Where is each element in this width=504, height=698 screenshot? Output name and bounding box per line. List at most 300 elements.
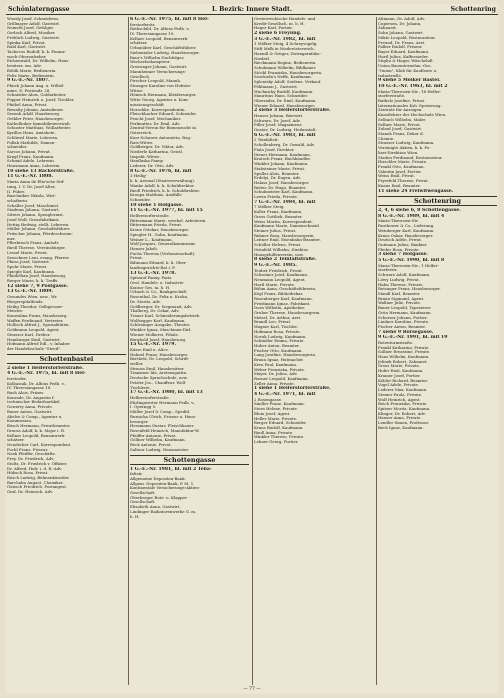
resident-entry: Spitzer Moritz, Kaufmann. bbox=[378, 406, 431, 411]
resident-entry: Wiener Molkerei, Filiale. bbox=[130, 332, 180, 337]
resident-entry: Hausmann Anna, Lehrerin. bbox=[7, 164, 61, 169]
resident-entry: 1 Mölker Steig, 4 Schreyvogelg. bbox=[254, 42, 318, 47]
resident-entry: Schmid Adele, Lehrerin. bbox=[7, 159, 56, 164]
resident-entry: Frey, Dr. Friedrich, Adv. bbox=[7, 457, 55, 462]
resident-entry: Industrielle. bbox=[378, 73, 403, 78]
house-number-heading: 2 siehe 6 Freyung. bbox=[254, 31, 302, 37]
resident-entry: Allgem. Depositen-Bank, P. M. 1. bbox=[130, 481, 195, 486]
resident-entry: Spiegler H., Sohn, Kaufmann. bbox=[130, 232, 189, 237]
resident-entry: Kellner Leopold, Benzinwerk- bbox=[7, 433, 66, 438]
resident-entry: Lessel Marie, Privat. bbox=[7, 250, 48, 255]
resident-entry: Freund, Dr. Franz, Arzt. bbox=[378, 40, 426, 45]
resident-entry: Schneider Alois, Goldarbeiter. bbox=[7, 93, 67, 98]
resident-entry: Lederer, Dr. Otto, Adv. bbox=[130, 164, 175, 169]
resident-entry: IV. Theresiangasse 18. bbox=[7, 386, 52, 391]
resident-entry: Privat. bbox=[130, 256, 144, 261]
resident-entry: ferstorferstr. bbox=[130, 22, 156, 27]
resident-entry: Schulmeister Karl, Kaufmann. bbox=[254, 190, 314, 195]
resident-entry: Beck Ignaz, Kaufmann. bbox=[378, 425, 424, 430]
resident-entry: Klinger, Dr. Robert, Adv. bbox=[378, 411, 426, 416]
resident-entry: II. Führe. bbox=[7, 189, 26, 194]
resident-entry: Haendl & Grüger, Zwirngarnfabr.- bbox=[254, 51, 322, 56]
resident-entry: Gesellschaft. bbox=[130, 491, 156, 495]
resident-entry: Spinka Karl, Privat. bbox=[7, 40, 46, 45]
house-number-heading: 11 G.-E.-Nr. 1808. bbox=[7, 174, 54, 180]
resident-entry: Rosenberger Karl, Kaufmann. bbox=[254, 296, 313, 301]
resident-entry: Ehrlingwerter Hermann Fedh. v., bbox=[130, 400, 196, 405]
resident-entry: Waffen Ferdinand, Vertreter. bbox=[7, 318, 64, 323]
resident-entry: Göllner Wilhelm, Kaufmann. bbox=[130, 438, 186, 443]
resident-entry: Sarcos Johann, Privat. bbox=[7, 150, 51, 154]
resident-entry: Lewin Frieda, Private. bbox=[254, 195, 298, 200]
house-number-heading: 13 G.-E.-Nr. 1978. bbox=[130, 270, 177, 276]
column-1 bbox=[7, 17, 126, 685]
resident-entry: tung, I. V. Dr. Josef Alter, bbox=[7, 184, 56, 189]
resident-entry: Schüller Helene, Privat. bbox=[254, 243, 302, 248]
resident-entry: Krone Ottokar, Hausbesorger. bbox=[130, 228, 190, 233]
resident-entry: Gerlach Alfred, Musiker. bbox=[7, 31, 56, 36]
resident-entry: Schuster Matthias, Wollarbeiter. bbox=[7, 126, 72, 131]
resident-entry: Kontor Ges. m. b. H. bbox=[130, 285, 171, 290]
house-number-heading: 3 G.-E.-Nr. 1982, hl. mit bbox=[254, 36, 316, 42]
house-number-heading: 11 siehe 24 Freiwitwengasse. bbox=[378, 188, 454, 194]
resident-entry: Gruber Therese, Hausbesorgerin. bbox=[254, 310, 321, 315]
resident-entry: Weber Franziska, Private. bbox=[254, 367, 306, 372]
page-header bbox=[6, 4, 498, 15]
house-number-heading: 4 G.-E.-Nr. 1975, hl. mit 8 Hel- bbox=[7, 371, 86, 377]
resident-entry: "Onion", Klub für Kaufleute u. bbox=[378, 68, 438, 73]
resident-entry: Gross Gottlieb, Beamter. bbox=[254, 214, 303, 219]
resident-entry: Gesundes Wien, usw., Wr. bbox=[7, 295, 58, 300]
resident-entry: Siebentaler Ludwig, Hausbesorger. bbox=[130, 50, 200, 55]
resident-entry: Reznicka Ulrich, Friseur u. Haus- bbox=[130, 414, 197, 419]
resident-entry: Zeller Anna, Private. bbox=[254, 381, 295, 386]
resident-entry: Steiner Julius, Privat. bbox=[254, 229, 297, 233]
resident-entry: I. Operngg 5. bbox=[130, 405, 157, 410]
resident-entry: Witte Georg, Agentur u. Kom- bbox=[130, 98, 189, 103]
resident-entry: Schreiner Josef, Kaufmann. bbox=[254, 273, 309, 278]
resident-entry: Altmann, Dr. Adolf, Adv. bbox=[378, 17, 426, 21]
resident-entry: Heller Marie, Private. bbox=[254, 416, 298, 421]
resident-entry: Woesly Josef, Schneiderm. bbox=[7, 17, 60, 21]
resident-entry: Barchalm August, Chemiker. bbox=[7, 480, 64, 485]
resident-entry: Erdelyi, Dr. Eugen, Adv. bbox=[254, 176, 302, 181]
resident-entry: Maria-Theresien-Str., 18 Helfer- bbox=[378, 89, 442, 94]
resident-entry: Fischer Anton, Beamter. bbox=[378, 324, 426, 329]
resident-entry: Sesenh Adolf, Hausbesorg. bbox=[7, 112, 61, 117]
house-number-heading: 8 G.-E.-Nr. 1989, hl. mit 4 bbox=[378, 213, 445, 219]
resident-entry: Hauser Anna, Private. bbox=[378, 416, 422, 421]
resident-entry: Elisabeth Anna, Gastwirt. bbox=[130, 505, 181, 510]
resident-entry: Grossinger Johann, Gastwirt. bbox=[130, 65, 188, 70]
resident-entry: Seuschner Leni, evang. Pfarrer. bbox=[7, 255, 70, 260]
resident-entry: Görisch Friedrich, Postangest. bbox=[7, 485, 68, 490]
resident-entry: Konrade, Dr. Augustin f. bbox=[7, 395, 55, 400]
resident-entry: Sultner Ludwig, Hausmeister. bbox=[130, 447, 189, 452]
house-number-heading: 3 siehe 7 Hofgasse. bbox=[378, 252, 428, 258]
resident-entry: Gustav, Dr. Ludwig, Heilanstalt. bbox=[254, 128, 317, 133]
resident-entry: Schneider. bbox=[130, 198, 151, 203]
resident-entry: Tischlerei. bbox=[130, 385, 151, 390]
resident-entry: Reiter, Dr. Hugo, Beamter. bbox=[254, 185, 307, 190]
resident-entry: Pryerfeld Therese, Privat. bbox=[378, 179, 429, 184]
resident-entry: Kommission. bbox=[7, 419, 33, 424]
resident-entry: Braun Ignaz, Hutmacher. bbox=[254, 358, 304, 363]
resident-entry: Niederle Katharina, Geistl. bbox=[130, 150, 184, 154]
resident-entry: Oesl. Handels- u. Industrie- bbox=[130, 280, 185, 285]
resident-entry: Mandl Karl, Beamter. bbox=[378, 291, 421, 296]
resident-entry: Seodsoda's Neffe, Kaufmann. bbox=[254, 75, 312, 80]
resident-entry: Oberrader, Dr. Emil, Kaufmann. bbox=[254, 98, 317, 103]
resident-entry: Hartl Marie, Private. bbox=[254, 282, 296, 287]
resident-entry: Leitner Emil, Eisenbahn-Beamter. bbox=[254, 238, 321, 243]
resident-entry: Riedl Anna, Private. bbox=[254, 430, 294, 435]
resident-entry: Deutsche Sprachschule, usw. bbox=[130, 376, 188, 381]
house-number-heading: 6 G.-E.-Nr. 1983, hl. mit bbox=[254, 132, 316, 138]
resident-entry: Hofmann Alfred Edl., v. Inhaber bbox=[7, 342, 70, 347]
resident-entry: Kraus Oskar, Hausbesorger. bbox=[378, 233, 434, 238]
resident-entry: Oberberger Rote- u. Klapper- bbox=[130, 495, 188, 500]
header-left-street: Schönlaterngasse bbox=[8, 6, 70, 13]
resident-entry: Hager Karl, Portier. bbox=[254, 26, 293, 31]
resident-entry: Spuller Alois, Beamter. bbox=[254, 171, 300, 176]
resident-entry: Pöhlmann J., Gastwirt. bbox=[254, 84, 298, 89]
resident-entry: Deutsch Adele, Privat. bbox=[378, 238, 423, 243]
house-number-heading: 9 G.-E.-Nr. 1807. bbox=[7, 78, 50, 84]
house-number-heading: 1 G.-E.-Nr. 1981, hl. mit 2 Teba- bbox=[130, 466, 212, 472]
resident-entry: Schlesinger Ausgabe, Theater. bbox=[130, 323, 191, 328]
resident-entry: Kern Paul, Kaufmann. bbox=[254, 362, 298, 367]
resident-entry: Horschke, Korrespondentin. bbox=[130, 107, 186, 112]
resident-entry: Zahnarzt. bbox=[378, 26, 398, 31]
resident-entry: Spitzauf Fanny, Paris. bbox=[130, 276, 173, 281]
resident-entry: Fiala Josef, Direktor. bbox=[254, 147, 295, 152]
resident-entry: Heilig Theodor, Gelbgiesser- bbox=[7, 304, 64, 309]
resident-entry: Rothschild, Dr. Alfons Fedh. v., bbox=[130, 27, 191, 32]
resident-entry: Grünfeld Wilhelm, Direktor. bbox=[254, 247, 309, 252]
resident-entry: Chemie. bbox=[378, 136, 395, 141]
resident-entry: Pirscher Leopold, Mannh. bbox=[130, 79, 182, 84]
resident-entry: Halasz Josef, Hausbesorger. bbox=[254, 180, 310, 185]
resident-entry: Bush Alois, Präses. bbox=[7, 391, 45, 396]
resident-entry: Schulmann Wilhelm, Bildhauer. bbox=[254, 65, 317, 70]
resident-entry: Schwarz Adolf, Kaufmann. bbox=[378, 273, 431, 278]
resident-entry: Rosenfeld Heinrich, Manufaktur-W. bbox=[130, 428, 200, 433]
resident-entry: Urbanüber Karl, Geschäftsführer. bbox=[130, 46, 197, 51]
resident-entry: Lehner Georg, Portier. bbox=[254, 440, 299, 445]
resident-entry: Feltz Marie, Bedienerin. bbox=[7, 73, 55, 78]
resident-entry: Cupersen, Dr. Johann, bbox=[378, 21, 422, 26]
resident-entry: Wuchnicky Rudolf, Kaufmann. bbox=[254, 89, 314, 94]
resident-entry: Graf, Dr. Heinrich, Adv. bbox=[7, 490, 54, 495]
resident-entry: Helferstorferstraße. bbox=[130, 395, 170, 400]
resident-entry: Teuber Friedrich, Privat. bbox=[254, 268, 303, 273]
resident-entry: Selbach Wilhelm, Maler. bbox=[378, 117, 427, 122]
resident-entry: Hauser Johann, Bierwirt. bbox=[254, 114, 304, 118]
resident-entry: Vereinigte Aktien, k. k. Po- bbox=[378, 146, 431, 151]
resident-entry: Strauss Emil, Hausbesitzer. bbox=[130, 366, 185, 371]
resident-entry: Weiss Martin, Korrespondent. bbox=[254, 219, 314, 224]
resident-entry: Schwarz, Dr. Josef, Adv. bbox=[254, 118, 301, 123]
resident-entry: missionsgeschäft. bbox=[130, 102, 166, 107]
resident-entry: Haas Wilhelm, Kaufmann. bbox=[378, 355, 430, 360]
house-number-heading: 7 G.-E.-Nr. 1984, hl. mit bbox=[254, 199, 316, 205]
resident-entry: Kredit-Gesellsch. m. b. H. bbox=[254, 21, 305, 26]
resident-entry: Schollenberg, Dr. Oswald, Adv. bbox=[254, 143, 315, 148]
resident-entry: ferstorfer. bbox=[7, 376, 27, 381]
resident-entry: Braun Sigmund, Agent. bbox=[378, 296, 425, 301]
resident-entry: Pritscher Johann, Pferdeschwem- bbox=[7, 231, 73, 236]
resident-entry: Berthelz, Dr. Leopold, Schrift- bbox=[130, 357, 190, 362]
resident-entry: Knaus Emil, Beamter. bbox=[378, 183, 421, 188]
resident-entry: Transmer Ida, Arztensgattin. bbox=[130, 371, 188, 376]
resident-entry: Pollak Mathilde, Damen- bbox=[7, 140, 56, 145]
resident-entry: Feucht Josef, Mechaniker. bbox=[130, 116, 182, 121]
house-number-heading: 8 siehe 2 Teinfaltstraße. bbox=[254, 257, 317, 263]
resident-entry: Neudecker Carl, Korrespondent. bbox=[7, 442, 72, 447]
resident-entry: Rabl Karl, Gastwirt. bbox=[7, 45, 47, 50]
resident-entry: Sellner Marie, Privat. bbox=[378, 122, 421, 127]
resident-entry: storferstr. bbox=[378, 268, 398, 273]
resident-entry: mer. bbox=[7, 236, 16, 241]
resident-entry: Kraus Rudolf, Kaufmann. bbox=[254, 425, 304, 430]
resident-entry: Pfeifer Rosa, Private. bbox=[378, 247, 420, 252]
resident-entry: Koller Franz, Kaufmann. bbox=[254, 210, 303, 215]
house-number-heading: 9 G.-E.-Nr. 1985. bbox=[254, 262, 297, 268]
street-section-heading: Schottenbastei bbox=[7, 354, 126, 364]
resident-entry: Berger Eduard, Schneider. bbox=[254, 421, 307, 426]
resident-entry: Frankl Otto, Kaufmann. bbox=[378, 165, 425, 170]
resident-entry: Stern Helene, Private. bbox=[254, 407, 298, 412]
resident-entry: Kathelhuber Immobilienverwalt. bbox=[7, 121, 72, 126]
resident-entry: Kratoch Franz, Buchhändler. bbox=[254, 157, 311, 162]
resident-entry: Oesterreichische Handels- und bbox=[254, 17, 316, 21]
house-number-heading: 2 siehe 3 Helferstorferstraße. bbox=[254, 108, 331, 114]
resident-entry: 2 Teinfaltstr. bbox=[254, 138, 279, 143]
resident-entry: Wolfsegger Karl, Kaufmann. bbox=[130, 318, 186, 323]
resident-entry: technischer Bedarfsartikel. bbox=[7, 400, 61, 405]
resident-entry: Perlmutter, Dr. Emil, Adv. bbox=[130, 121, 181, 126]
resident-entry: Fröhlich Ludwig, Gastwirt. bbox=[7, 35, 61, 40]
resident-entry: Pfaiss Josef, Gastwirt. bbox=[7, 260, 51, 265]
house-number-heading: 6 G.-E.-Nr. 1975, hl. mit 8 Hel- bbox=[130, 17, 209, 22]
resident-entry: Mannheimer Versicherungs- bbox=[130, 69, 186, 74]
resident-entry: Urbach & Co., Bankgeschäft. bbox=[130, 290, 188, 295]
resident-entry: Staden Ferdinand, Restaurateur. bbox=[378, 155, 443, 160]
resident-entry: Petzler Jos., Chauffeur. Woll- bbox=[130, 380, 187, 385]
resident-entry: Josef Wolf, Grossfabrikant. bbox=[7, 217, 60, 222]
resident-entry: Baschnikov Nikola, Wirt- bbox=[7, 194, 57, 199]
resident-entry: Spohr Marie, Privat. bbox=[7, 265, 48, 269]
house-number-heading: 10 G.-E.-Nr. 1963, hl. mit 2 bbox=[378, 83, 448, 89]
resident-entry: Winkler Johann, Kaufmann. bbox=[254, 162, 309, 167]
resident-entry: Niederl. bbox=[254, 56, 271, 61]
house-number-heading: 12 siehe 7, 9 Postgasse. bbox=[7, 283, 69, 289]
resident-entry: der Handelsschule "Steed". bbox=[7, 346, 62, 351]
resident-entry: Rostkower & Co., Lieferung. bbox=[378, 224, 435, 229]
resident-entry: Strasser Karl, Dreher. bbox=[7, 332, 51, 337]
resident-entry: Sitters Johann, Spenglermst. bbox=[7, 213, 64, 218]
resident-entry: Wallner Julie, Private. bbox=[378, 301, 422, 306]
resident-entry: IV. Theresiangasse 19. bbox=[130, 32, 175, 37]
resident-entry: Steiner Paula, Private. bbox=[378, 392, 423, 397]
column-2 bbox=[130, 17, 249, 685]
house-number-heading: 2 siehe 1 Helferstorferstraße. bbox=[7, 365, 84, 371]
column-divider bbox=[376, 17, 377, 685]
resident-entry: Kolbasnik, Dr. Alfons Fedh. v., bbox=[7, 381, 66, 386]
resident-entry: Kurz-Schawer Antonietta, Reg.- bbox=[130, 135, 193, 140]
header-right-street: Schottenring bbox=[450, 6, 496, 13]
resident-entry: Rittermann Frieda, Privat. bbox=[130, 223, 183, 228]
resident-entry: Sohn Johann, Gastwirt. bbox=[378, 31, 424, 36]
resident-entry: Fischer Otto, Kaufmann. bbox=[254, 348, 303, 353]
resident-entry: Hofmann Rosa, Private. bbox=[254, 329, 301, 334]
resident-entry: Rieckmann Regine, Bedienerin. bbox=[254, 61, 317, 66]
resident-entry: Scherzer Johann, Portier. bbox=[378, 315, 428, 320]
resident-entry: Piller Josef, Magazineur. bbox=[254, 123, 303, 128]
resident-entry: Abelse & Comp., Agentur u. bbox=[7, 414, 63, 419]
resident-entry: Baur's Wilhelm Nachfolger, bbox=[130, 55, 185, 60]
resident-entry: Bösch Hermann, Privatbeamter. bbox=[7, 424, 71, 429]
resident-entry: Eichenwald, Dr. Wilhelm, Haus- bbox=[7, 59, 70, 64]
resident-entry: Schliessl Marie, Lehrerin. bbox=[7, 135, 59, 140]
resident-entry: Sindler Franz, Kaufmann. bbox=[254, 402, 305, 407]
resident-entry: Kroupa Matthias, Ausfülls- bbox=[130, 193, 183, 198]
resident-entry: Valentin Josef, Portier. bbox=[378, 169, 422, 174]
resident-entry: Orthler Peter, Hausbesorger. bbox=[7, 116, 64, 121]
resident-entry: b. H. bbox=[130, 514, 140, 519]
resident-entry: landesgerichts-Rat i. P. bbox=[130, 265, 176, 270]
resident-entry: Rats-Witwe. bbox=[130, 140, 154, 145]
resident-entry: Huber Anton, Beamter. bbox=[254, 344, 300, 348]
resident-entry: Winkler Therese, Private. bbox=[254, 435, 305, 440]
resident-entry: Wagner Karl, Tischler. bbox=[254, 325, 298, 330]
resident-entry: k. k. Arsenal (Staatsverwaltung). bbox=[130, 179, 195, 184]
house-number-heading: 15 G.-E.-Nr. 1979. bbox=[130, 342, 177, 348]
house-number-heading: 9 siehe 5 Mölker Bastei. bbox=[378, 78, 441, 84]
resident-entry: Berger Marie, k. k. Treffs. bbox=[7, 279, 59, 284]
resident-entry: Rotenturmstraße. bbox=[378, 340, 414, 345]
resident-entry: Rosner Leopold, Kaufmann. bbox=[254, 377, 309, 382]
resident-entry: schafterin. bbox=[7, 198, 29, 203]
resident-entry: Hauser Jakob. bbox=[130, 247, 158, 251]
house-number-heading: 4 G.-E.-Nr. 1971, hl. mit bbox=[254, 392, 316, 398]
resident-entry: Pfeiffer Antonie, Privat. bbox=[130, 433, 177, 438]
resident-entry: Nash Pfeiffer, Geschäfte. bbox=[7, 452, 56, 457]
resident-entry: Gutmann Julius, Bankier. bbox=[378, 243, 428, 247]
resident-entry: Blum Josef, Agent. bbox=[254, 411, 291, 416]
resident-entry: Weiss Emil, Privat. bbox=[378, 174, 415, 179]
resident-entry: Spiegle Karl, Kaufmann. bbox=[7, 269, 56, 274]
resident-entry: Nemeth Josef, Gefolger. bbox=[7, 26, 54, 31]
resident-entry: 7 Mölker Steig. bbox=[254, 205, 285, 210]
resident-entry: Kellner Leopold, Benzinwerk- bbox=[130, 36, 189, 41]
resident-entry: Kögl Franz, Bibliothekar. bbox=[254, 292, 304, 297]
resident-entry: Goldberger, Dr. Siegmund, Adv. bbox=[130, 304, 193, 309]
resident-entry: Fleischhacker Eduard, Schneider. bbox=[130, 112, 197, 117]
resident-entry: Riedl Therese, Vereinsbürger. bbox=[7, 246, 66, 251]
resident-entry: Köhler Richard, Beamter. bbox=[378, 378, 428, 383]
resident-entry: Tachecos Rudolf, k. k. Finanz- bbox=[7, 50, 66, 55]
house-number-heading: 17 G.-E.-Nr. 1980, hl. mit 13 bbox=[130, 390, 203, 396]
resident-entry: Hahnel Franz, Hausbesorger. bbox=[130, 352, 189, 357]
resident-entry: Thalberg, Dr. Oskar, Adv. bbox=[130, 309, 180, 314]
resident-entry: Popper Heinrich u. Josef, Tischler. bbox=[7, 98, 75, 103]
resident-entry: Mauritius Hans, Schneider. bbox=[254, 94, 309, 99]
resident-entry: Lindner Karoline, Private. bbox=[378, 320, 430, 325]
resident-entry: Stranger Karoline von Hofrats- bbox=[130, 83, 192, 88]
resident-entry: Wechselsekompteur. bbox=[130, 60, 171, 65]
resident-entry: Wolf Heinrich, Agent. bbox=[378, 397, 421, 402]
column-4 bbox=[378, 17, 497, 685]
resident-entry: Biltmann Eduard, k. k. Ober- bbox=[130, 261, 187, 266]
resident-entry: Hollisch Alfred J., Spezialitäten. bbox=[7, 323, 70, 328]
resident-entry: Stanek Franz, Dekor d. bbox=[378, 132, 424, 136]
resident-entry: Kragl Franz, Kaufmann. bbox=[7, 154, 55, 159]
resident-entry: Pochl Franz, Friseur. bbox=[7, 447, 49, 452]
resident-entry: Internationales Ksh.-Speisewag. bbox=[378, 103, 442, 108]
house-number-heading: 8 G.-E.-Nr. 1976, hl. mit bbox=[130, 168, 192, 174]
resident-entry: Jelinek Robert, Zahnarzt. bbox=[378, 359, 428, 364]
resident-entry: Gesellschaft. bbox=[130, 500, 156, 505]
resident-entry: Union Bauunternehm.-Ges. bbox=[378, 64, 432, 69]
street-section-heading: Schottenring bbox=[378, 196, 497, 206]
resident-entry: Maria-Theresien-Str., 1 Helfer- bbox=[378, 263, 439, 268]
resident-entry: Schindler Emma, Private. bbox=[254, 339, 305, 344]
resident-entry: Rosenthal, Dr. Felix u. Krohn, bbox=[130, 295, 189, 300]
resident-entry: Schaller Josef, Maschinist. bbox=[7, 203, 60, 208]
resident-entry: Vogel Adele, Private. bbox=[378, 383, 420, 388]
resident-entry: Österreich. bbox=[130, 131, 153, 136]
resident-entry: Kyrillos Hans, Amtsbote. bbox=[7, 131, 56, 136]
resident-entry: steller. bbox=[130, 362, 144, 366]
resident-entry: lizei-Direktion Wien. bbox=[378, 150, 419, 155]
resident-entry: Neumann Leopold, Agent. bbox=[254, 277, 306, 282]
resident-entry: Kunstlehrer der Hochschule Wien. bbox=[378, 113, 447, 118]
resident-entry: Lang Josefine, Hausbesorgerin. bbox=[254, 353, 317, 358]
resident-entry: Friedmann Ignaz, Fabrikant. bbox=[254, 301, 311, 306]
resident-entry: schätzer. bbox=[130, 41, 148, 46]
resident-entry: Hessmann Gustav, Fleischhauer. bbox=[130, 424, 195, 429]
resident-entry: Trauer Karl, Schneiderungsbetrieb. bbox=[130, 313, 201, 318]
house-number-heading: 10 siehe 1 Hofgasse. bbox=[130, 202, 184, 208]
resident-entry: Winkler Ignaz, Maschinen-Dirl. bbox=[130, 328, 192, 333]
resident-entry: Stöckl Franziska, Hausbesorgerin. bbox=[254, 70, 323, 75]
resident-entry: Goldberger, Dr. Viktor, Adv. bbox=[130, 145, 184, 150]
directory-page bbox=[6, 4, 498, 694]
resident-entry: Hirschler Marie, Private. bbox=[378, 160, 428, 165]
resident-entry: Stadems Johann, Gastwirt. bbox=[7, 208, 60, 213]
resident-entry: Rösch Ludwig, Bühnenkünstler. bbox=[7, 475, 70, 480]
resident-entry: Rubner Rosa, Hausbesorgerin. bbox=[254, 233, 315, 238]
house-number-heading: 10 siehe 13 Bäckerstraße. bbox=[7, 168, 75, 174]
resident-entry: 2 Rosengasse. bbox=[254, 397, 283, 402]
resident-entry: Rittermann Marie, verehel. Arbeiterin. bbox=[130, 218, 207, 223]
resident-entry: Meister. bbox=[7, 309, 24, 314]
resident-entry: Hübsch Rosa, Privat. bbox=[7, 471, 49, 476]
resident-entry: Hartl Julius, Kaffeesieder. bbox=[378, 54, 429, 59]
resident-entry: besitzer, em. Adv. bbox=[7, 64, 42, 69]
resident-entry: Beck Antonie, Privat. bbox=[130, 443, 172, 448]
resident-entry: Goldmann Leopold, Agent. bbox=[7, 328, 60, 333]
resident-entry: besorger. bbox=[130, 419, 149, 424]
resident-entry: Bayer Eduard, Kaufmann. bbox=[378, 50, 430, 55]
resident-entry: Gross Marie, Private. bbox=[378, 364, 421, 369]
resident-entry: 3 Heilig- bbox=[130, 174, 147, 179]
resident-entry: Hettig Hedwig, stellt. Lehrerin. bbox=[7, 222, 70, 227]
resident-entry: Brandl Leo, Privat. bbox=[254, 320, 292, 325]
resident-entry: Stift Melk in Niederösterreich. bbox=[254, 47, 315, 52]
